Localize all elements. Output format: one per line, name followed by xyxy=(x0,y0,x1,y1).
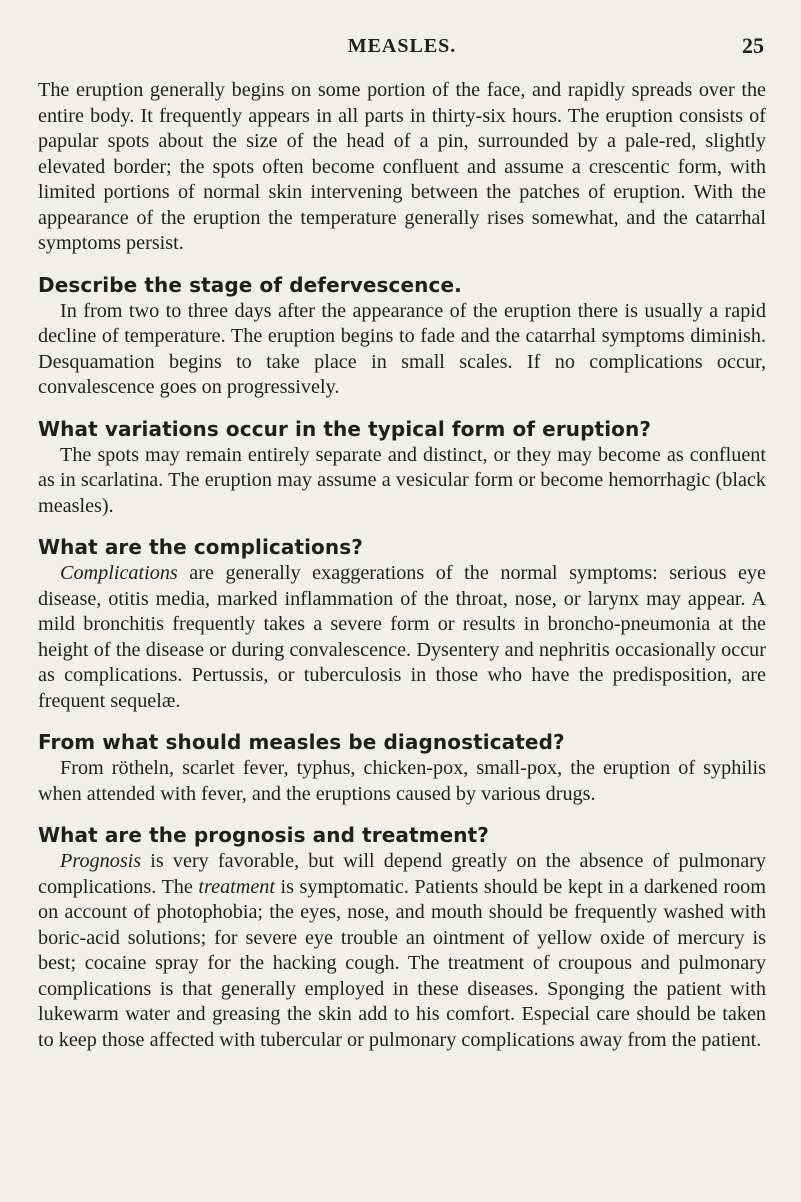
answer-prognosis-emphasis: Prognosis xyxy=(60,850,142,872)
page-header xyxy=(38,34,766,78)
question-diagnosis: From what should measles be diagnosticated? xyxy=(38,730,565,754)
answer-prognosis-treatment xyxy=(38,849,766,1053)
answer-prognosis-middle: is very favorable, but will depend greatly on the absence of pulmonary complications. The xyxy=(38,850,766,898)
question-defervescence: Describe the stage of defervescence. xyxy=(38,272,462,297)
complications-section xyxy=(38,533,766,714)
variations-section xyxy=(38,415,766,520)
defervescence-section xyxy=(38,271,766,401)
answer-variations: The spots may remain entirely separate and distinct, or they may become as confluent as in scarlatina. The eruption may assume a vesicular form or become hemorrhagic (black measles). xyxy=(38,443,766,517)
answer-defervescence: In from two to three days after the appearance of the eruption there is usually a rapid decline of temperature. The eruption begins to fade and the catarrhal symptoms diminish. Desquamation begins to take place in small scales. If no complications occur, convalescence goes on progressively. xyxy=(38,299,766,398)
question-variations: What variations occur in the typical form of eruption? xyxy=(38,416,652,441)
answer-complications-text: are generally exaggerations of the normal symptoms: serious eye disease, otitis media, marked inflammation of the throat, nose, or larynx may appear. A mild bronchitis frequently takes a severe form or results in broncho-pneumonia at the height of the disease or during convalescence. Dysentery and nephritis occasionally occur as complications. Pertussis, or tuberculosis in those who have the predisposition, are frequent sequelæ. xyxy=(38,562,766,712)
answer-treatment-text: is symptomatic. Patients should be kept in a darkened room on account of photophobia; the eyes, nose, and mouth should be frequently washed with boric-acid solutions; for severe eye trouble an ointment of yellow oxide of mercury is best; cocaine spray for the hacking cough. The treatment of croupous and pulmonary complications is that generally employed in these diseases. Sponging the patient with lukewarm water and greasing the skin add to his comfort. Especial care should be taken to keep those affected with tubercular or pulmonary complications away from the patient. xyxy=(38,875,766,1051)
question-prognosis-treatment: What are the prognosis and treatment? xyxy=(38,823,489,847)
answer-complications-emphasis: Complications xyxy=(60,562,178,584)
answer-complications xyxy=(38,561,766,714)
intro-section xyxy=(38,78,766,257)
intro-paragraph: The eruption generally begins on some portion of the face, and rapidly spreads over the entire body. It frequently appears in all parts in thirty-six hours. The eruption consists of papular spots about the size of the head of a pin, surrounded by a pale-red, slightly elevated border; the spots often become confluent and assume a crescentic form, with limited portions of normal skin intervening between the patches of eruption. With the appearance of the eruption the temperature generally rises somewhat, and the catarrhal symptoms persist. xyxy=(38,79,766,254)
question-complications: What are the complications? xyxy=(38,535,363,559)
prognosis-treatment-section xyxy=(38,821,766,1053)
running-head: MEASLES. xyxy=(347,35,457,57)
diagnosis-section xyxy=(38,728,766,807)
answer-treatment-emphasis: treatment xyxy=(198,875,276,898)
answer-diagnosis: From rötheln, scarlet fever, typhus, chicken-pox, small-pox, the eruption of syphilis when attended with fever, and the eruptions caused by various drugs. xyxy=(38,757,766,805)
page-number: 25 xyxy=(742,34,764,58)
book-page xyxy=(38,34,766,1164)
